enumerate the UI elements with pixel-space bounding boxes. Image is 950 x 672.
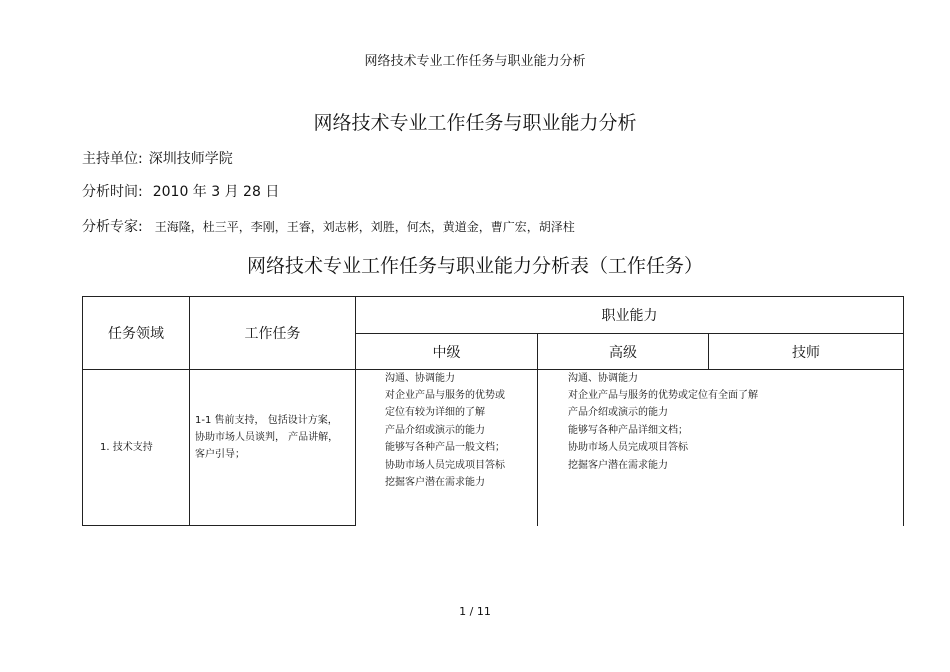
experts-value: 王海隆，杜三平，李刚，王睿，刘志彬，刘胜，何杰，黄道金，曹广宏，胡泽柱 xyxy=(154,220,575,234)
task-line: 1-1 售前支持， 包括设计方案， xyxy=(195,415,338,426)
row-domain-cell: 1. 技术支持 xyxy=(100,442,153,453)
task-line: 协助市场人员谈判， 产品讲解， xyxy=(195,432,339,443)
header-bottom-border xyxy=(82,369,904,370)
host-value: 深圳技师学院 xyxy=(148,151,233,167)
time-row xyxy=(82,181,279,201)
table-right-border xyxy=(903,296,904,526)
header-vocational-ability: 职业能力 xyxy=(601,308,658,324)
ability-line: 产品介绍或演示的能力 xyxy=(385,425,485,436)
header-task-domain: 任务领域 xyxy=(108,326,164,342)
page-number: 1 / 11 xyxy=(459,605,491,618)
experts-label: 分析专家: xyxy=(82,219,143,235)
ability-line: 沟通、协调能力 xyxy=(385,373,455,384)
time-value: 2010 年 3 月 28 日 xyxy=(152,184,280,200)
ability-line: 能够写各种产品详细文档； xyxy=(568,425,688,436)
ability-line: 沟通、协调能力 xyxy=(568,373,638,384)
header-intermediate: 中级 xyxy=(432,344,461,361)
experts-row xyxy=(82,216,575,236)
task-line: 客户引导； xyxy=(195,449,245,460)
ability-line: 协助市场人员完成项目答标 xyxy=(385,460,505,471)
time-label: 分析时间: xyxy=(82,184,143,200)
host-label: 主持单位: xyxy=(82,151,143,167)
document-title: 网络技术专业工作任务与职业能力分析 xyxy=(313,112,637,134)
ability-line: 定位有较为详细的了解 xyxy=(385,407,485,418)
ability-line: 对企业产品与服务的优势或 xyxy=(385,390,505,401)
header-technician: 技师 xyxy=(792,344,820,361)
ability-line: 能够写各种产品一般文档； xyxy=(385,442,505,453)
ability-line: 挖掘客户潜在需求能力 xyxy=(385,477,485,488)
table-title: 网络技术专业工作任务与职业能力分析表（工作任务） xyxy=(246,255,703,277)
ability-line: 产品介绍或演示的能力 xyxy=(568,407,668,418)
ability-line: 对企业产品与服务的优势或定位有全面了解 xyxy=(568,390,758,401)
header-advanced: 高级 xyxy=(609,344,637,361)
ability-line: 协助市场人员完成项目答标 xyxy=(568,442,688,453)
row-bottom-border xyxy=(82,525,356,526)
header-work-task: 工作任务 xyxy=(244,326,301,342)
running-header: 网络技术专业工作任务与职业能力分析 xyxy=(364,54,586,69)
host-row xyxy=(82,148,233,168)
ability-line: 挖掘客户潜在需求能力 xyxy=(568,460,668,471)
